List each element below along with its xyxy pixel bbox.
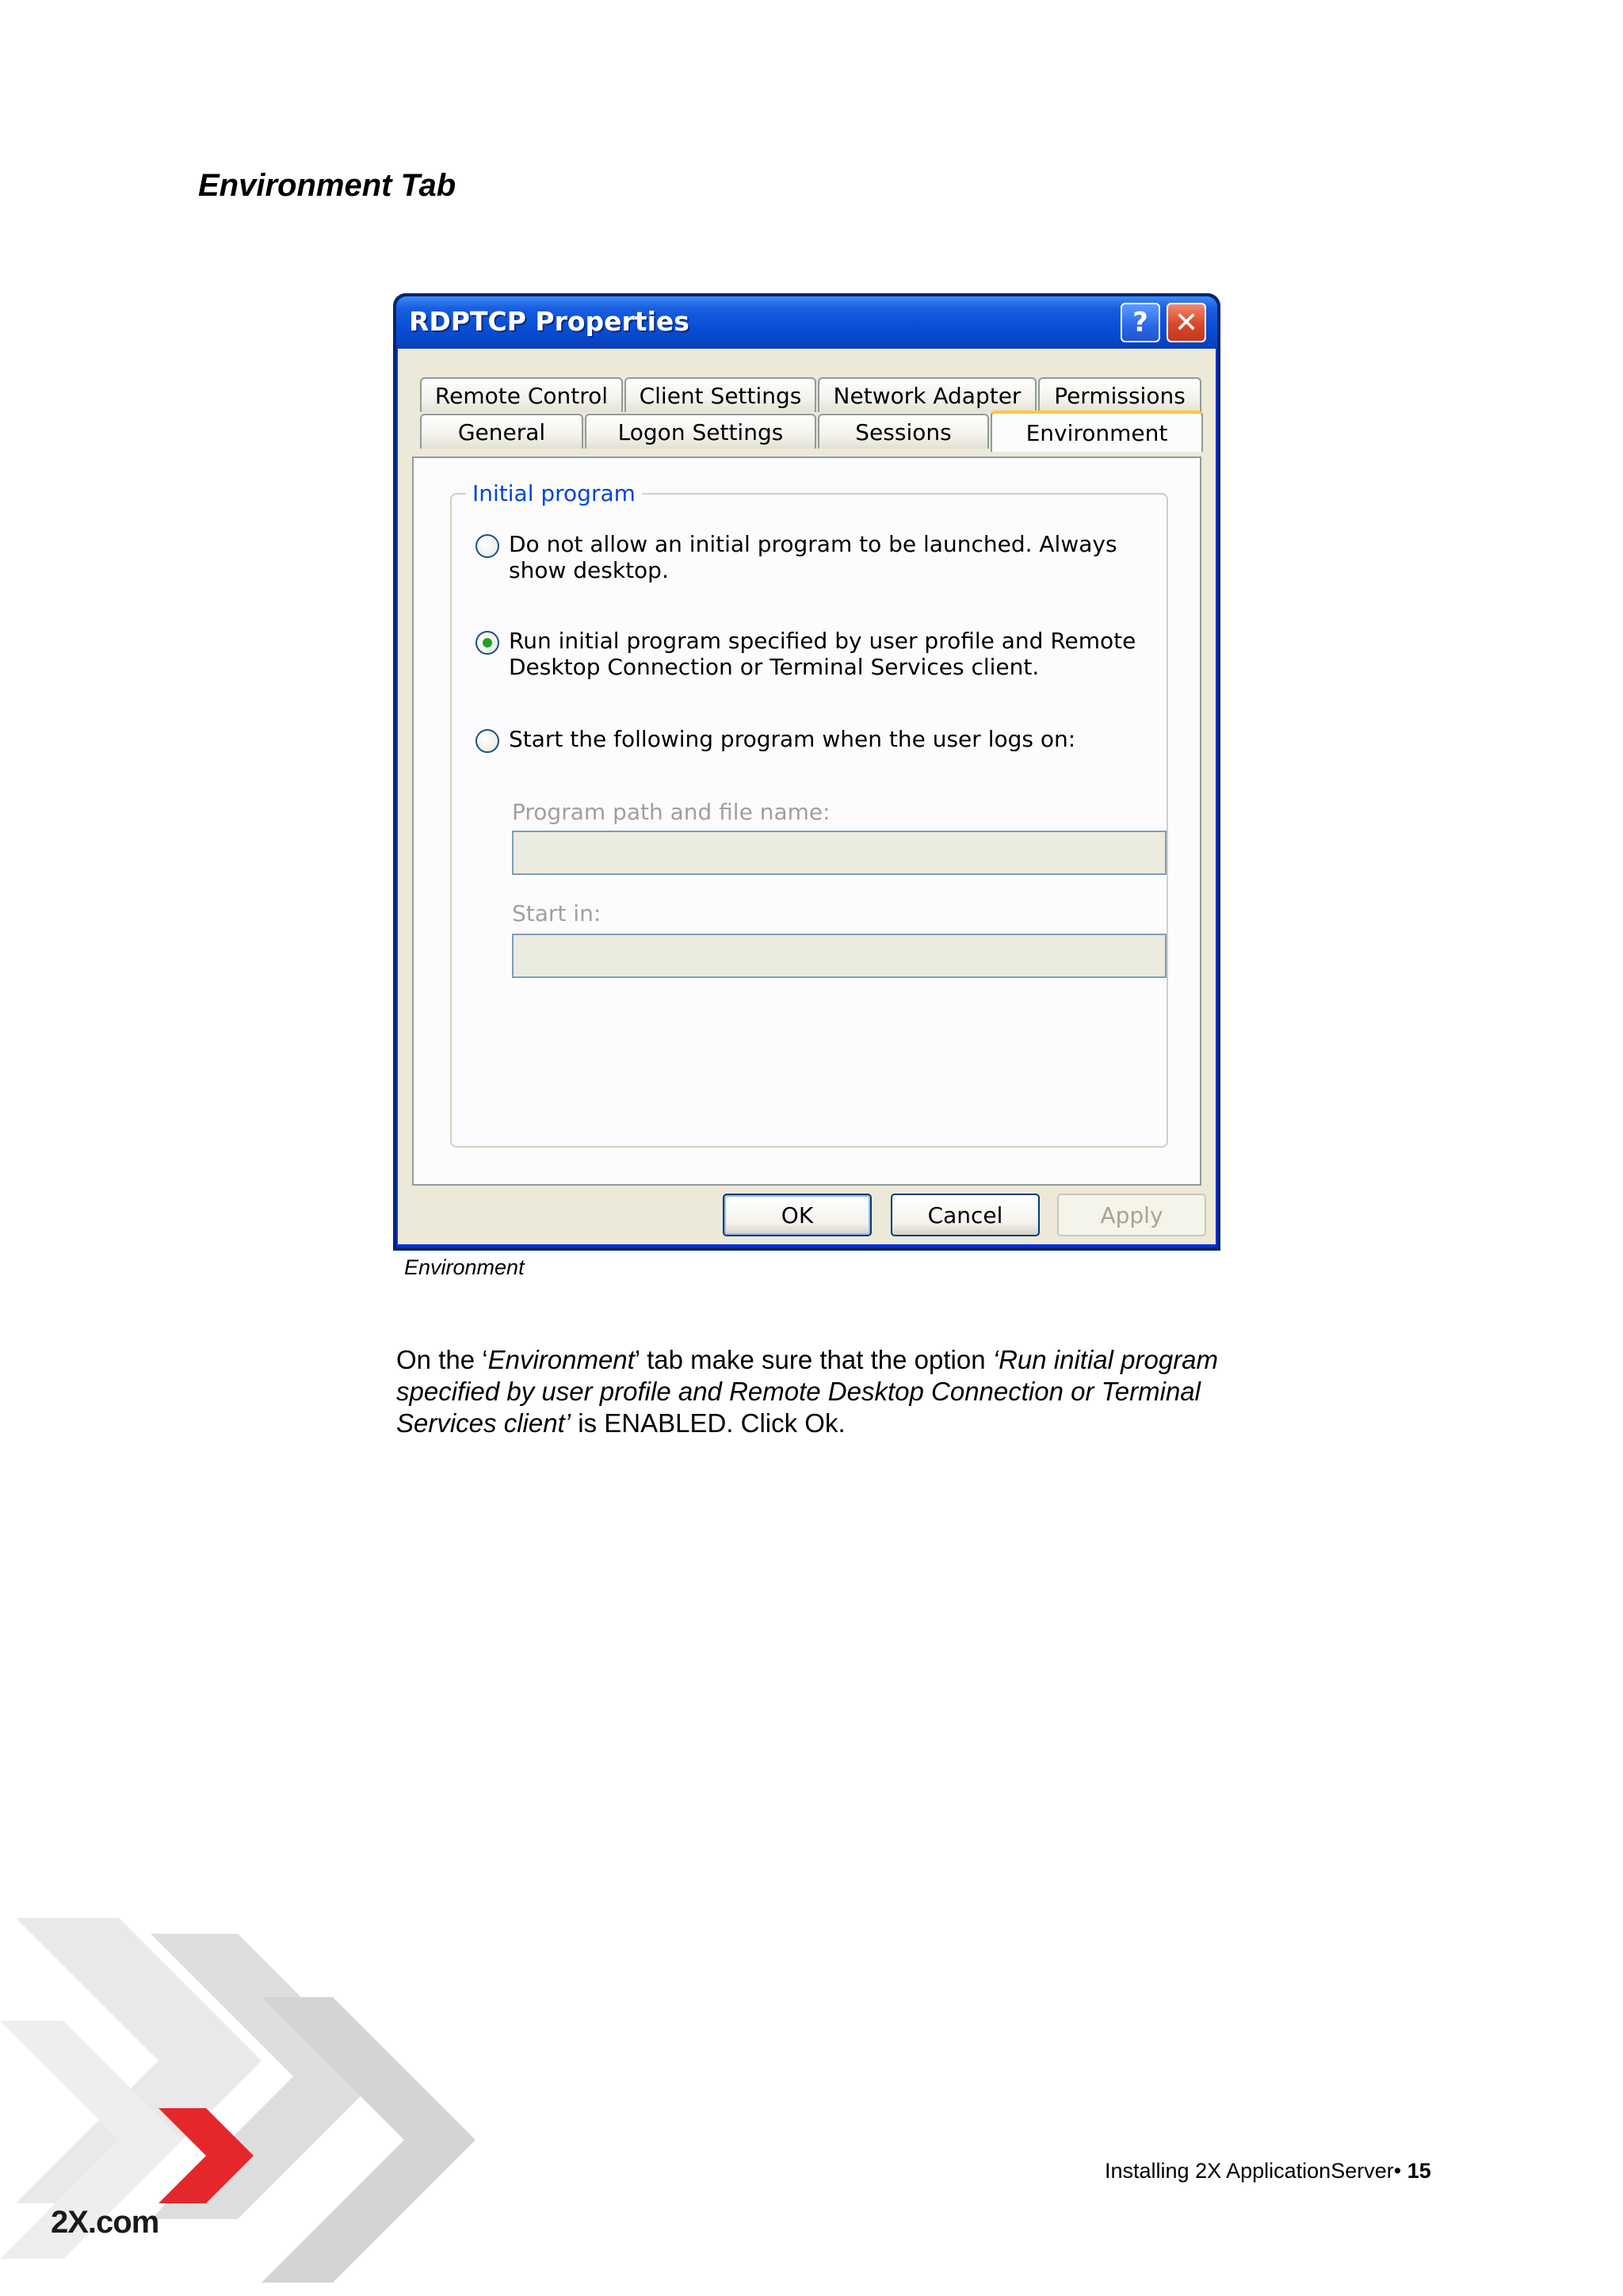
tab-general[interactable]: General — [420, 414, 583, 449]
program-path-input[interactable] — [512, 831, 1167, 875]
option-no-initial-program-label[interactable]: Do not allow an initial program to be launched. Always show desktop. — [509, 531, 1117, 583]
figure-caption: Environment — [404, 1255, 525, 1279]
para-tab-name: Environment — [487, 1345, 635, 1374]
radio-run-initial-program[interactable] — [475, 631, 499, 655]
para-text-1: On the ‘ — [396, 1345, 488, 1374]
title-bar[interactable] — [396, 296, 1217, 349]
tab-sessions[interactable]: Sessions — [818, 414, 989, 449]
footer-text: Installing 2X ApplicationServer — [1105, 2159, 1394, 2183]
cancel-button[interactable]: Cancel — [891, 1194, 1040, 1236]
tab-permissions[interactable]: Permissions — [1038, 377, 1201, 412]
para-option-name: ‘Run initial program specified by user profile and Remote Desktop Connection or Terminal Services client’ — [396, 1345, 1219, 1438]
dialog-client-area — [396, 349, 1217, 1247]
option-run-initial-program-label[interactable]: Run initial program specified by user profile and Remote Desktop Connection or Terminal Services client. — [509, 628, 1136, 680]
group-label: Initial program — [466, 480, 642, 506]
start-in-label: Start in: — [512, 900, 601, 926]
apply-button[interactable]: Apply — [1057, 1194, 1206, 1236]
program-path-label: Program path and file name: — [512, 799, 831, 825]
ok-button[interactable]: OK — [723, 1194, 872, 1236]
radio-selected-indicator — [483, 638, 492, 648]
tab-remote-control[interactable]: Remote Control — [420, 377, 623, 412]
help-button[interactable] — [1121, 303, 1160, 342]
rdptcp-properties-dialog — [393, 293, 1220, 1251]
radio-start-following-program[interactable] — [475, 729, 499, 753]
help-icon: ? — [1132, 307, 1148, 338]
footer-bullet: • — [1393, 2159, 1407, 2183]
instruction-paragraph — [396, 1344, 1300, 1439]
logo-2x-com: 2X.com — [51, 2205, 159, 2240]
tab-environment[interactable]: Environment — [991, 411, 1203, 452]
radio-no-initial-program[interactable] — [475, 534, 499, 558]
tab-network-adapter[interactable]: Network Adapter — [818, 377, 1037, 412]
dialog-title: RDPTCP Properties — [409, 306, 689, 337]
para-text-3: is ENABLED. Click Ok. — [571, 1408, 846, 1438]
environment-tab-panel — [412, 457, 1201, 1186]
page-heading: Environment Tab — [198, 168, 456, 203]
para-text-2: ’ tab make sure that the option — [634, 1345, 993, 1374]
page-footer — [1105, 2159, 1431, 2183]
tab-logon-settings[interactable]: Logon Settings — [585, 414, 816, 449]
start-in-input[interactable] — [512, 934, 1167, 978]
option-start-following-program-label[interactable]: Start the following program when the user logs on: — [509, 726, 1076, 752]
tab-client-settings[interactable]: Client Settings — [624, 377, 816, 412]
close-button[interactable] — [1167, 303, 1206, 342]
page-number: 15 — [1407, 2159, 1431, 2183]
close-icon: ✕ — [1174, 306, 1199, 339]
